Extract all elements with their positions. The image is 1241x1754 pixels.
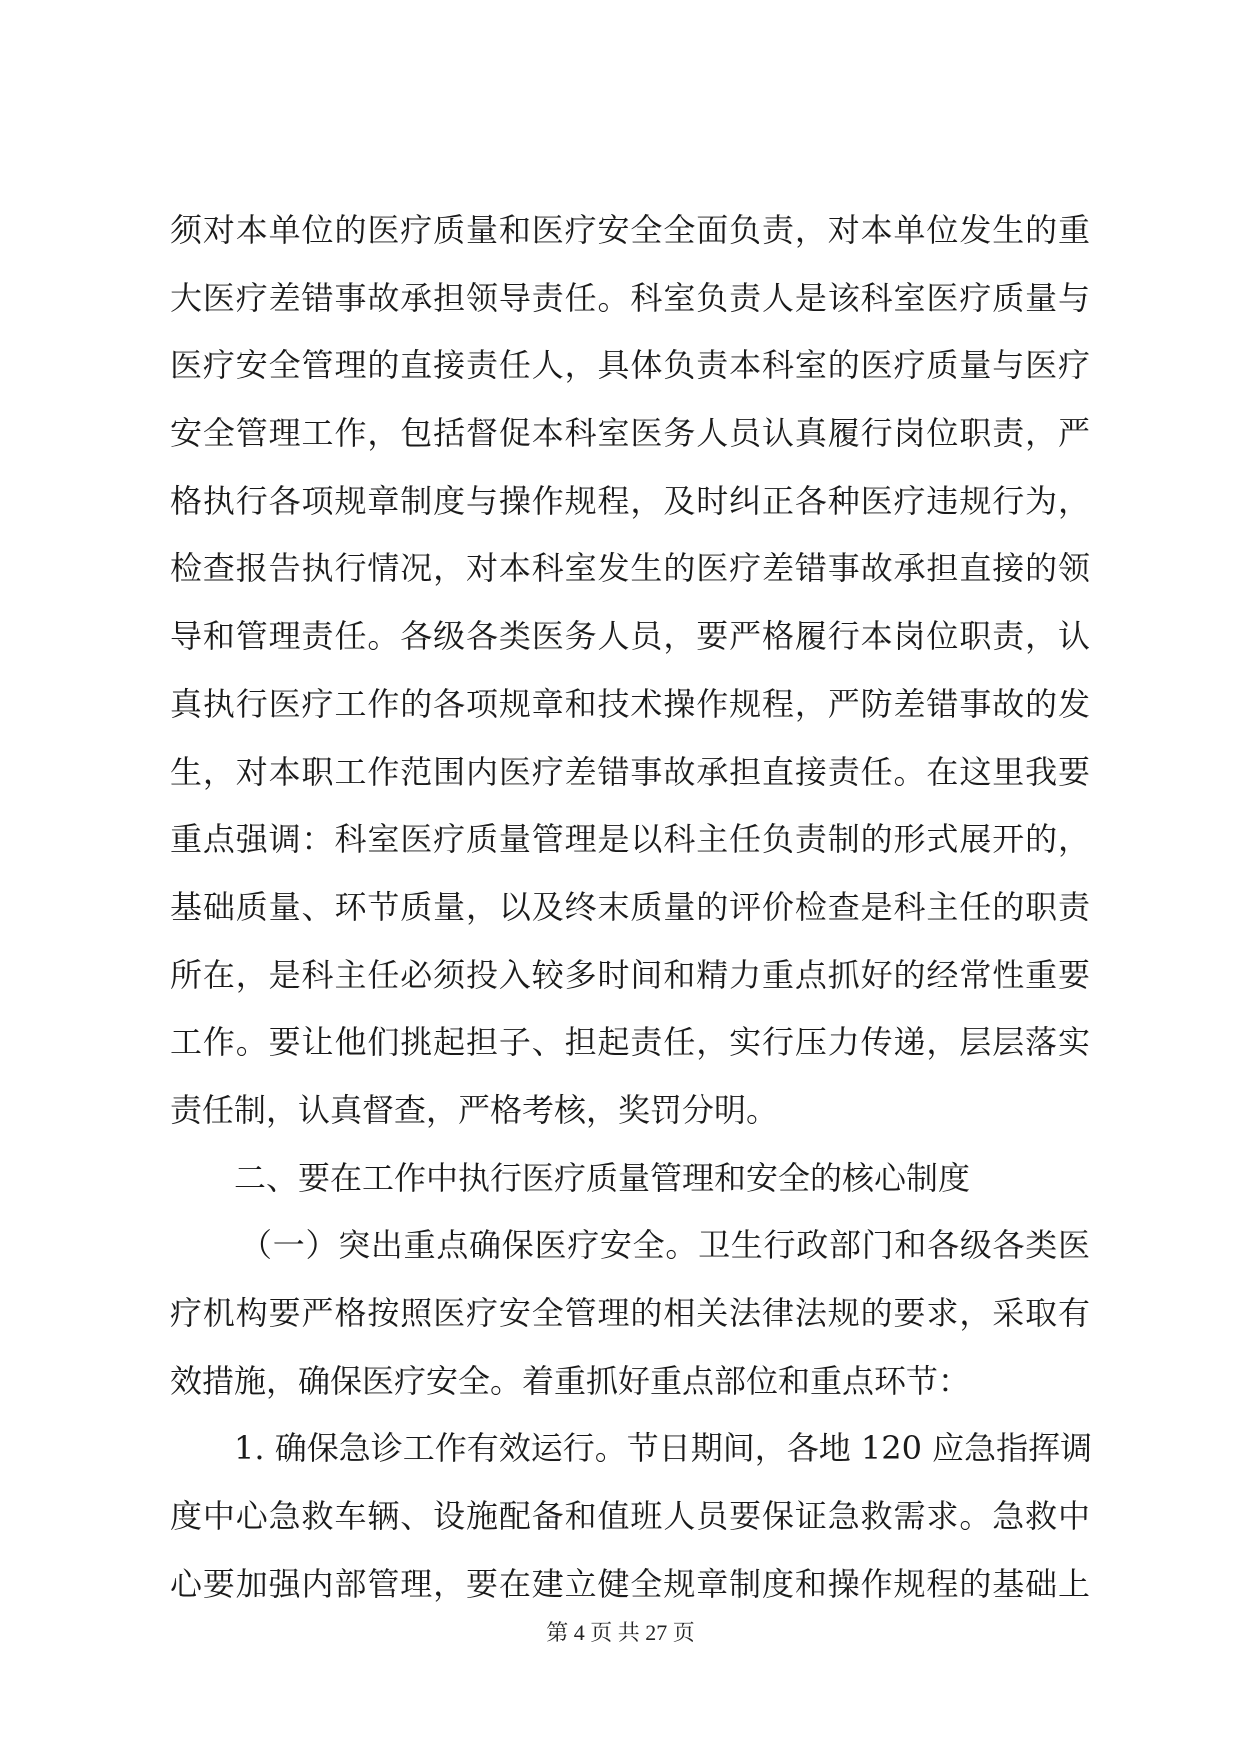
body-line: 重点强调：科室医疗质量管理是以科主任负责制的形式展开的，: [170, 820, 1090, 858]
body-line: 效措施，确保医疗安全。着重抓好重点部位和重点环节：: [170, 1362, 971, 1400]
section-heading: 二、要在工作中执行医疗质量管理和安全的核心制度: [234, 1159, 971, 1197]
body-line: 检查报告执行情况，对本科室发生的医疗差错事故承担直接的领: [170, 549, 1090, 587]
body-line: 导和管理责任。各级各类医务人员，要严格履行本岗位职责，认: [170, 617, 1090, 655]
body-line: 疗机构要严格按照医疗安全管理的相关法律法规的要求，采取有: [170, 1294, 1090, 1332]
body-line: 须对本单位的医疗质量和医疗安全全面负责，对本单位发生的重: [170, 211, 1090, 249]
page-number-footer: 第 4 页 共 27 页: [546, 1620, 695, 1645]
body-line: 生，对本职工作范围内医疗差错事故承担直接责任。在这里我要: [170, 753, 1090, 791]
body-line: 基础质量、环节质量，以及终末质量的评价检查是科主任的职责: [170, 888, 1090, 926]
body-line: （一）突出重点确保医疗安全。卫生行政部门和各级各类医: [240, 1226, 1090, 1264]
body-line: 责任制，认真督查，严格考核，奖罚分明。: [170, 1091, 779, 1129]
body-line: 工作。要让他们挑起担子、担起责任，实行压力传递，层层落实: [170, 1023, 1090, 1061]
body-line: 度中心急救车辆、设施配备和值班人员要保证急救需求。急救中: [170, 1497, 1090, 1535]
body-line: 心要加强内部管理，要在建立健全规章制度和操作规程的基础上: [170, 1565, 1090, 1603]
body-line: 所在，是科主任必须投入较多时间和精力重点抓好的经常性重要: [170, 956, 1090, 994]
body-line: 格执行各项规章制度与操作规程，及时纠正各种医疗违规行为，: [170, 482, 1090, 520]
body-line: 1. 确保急诊工作有效运行。节日期间，各地 120 应急指挥调: [234, 1429, 1093, 1467]
body-line: 安全管理工作，包括督促本科室医务人员认真履行岗位职责，严: [170, 414, 1090, 452]
body-line: 大医疗差错事故承担领导责任。科室负责人是该科室医疗质量与: [170, 279, 1090, 317]
body-line: 医疗安全管理的直接责任人，具体负责本科室的医疗质量与医疗: [170, 346, 1090, 384]
body-line: 真执行医疗工作的各项规章和技术操作规程，严防差错事故的发: [170, 685, 1090, 723]
